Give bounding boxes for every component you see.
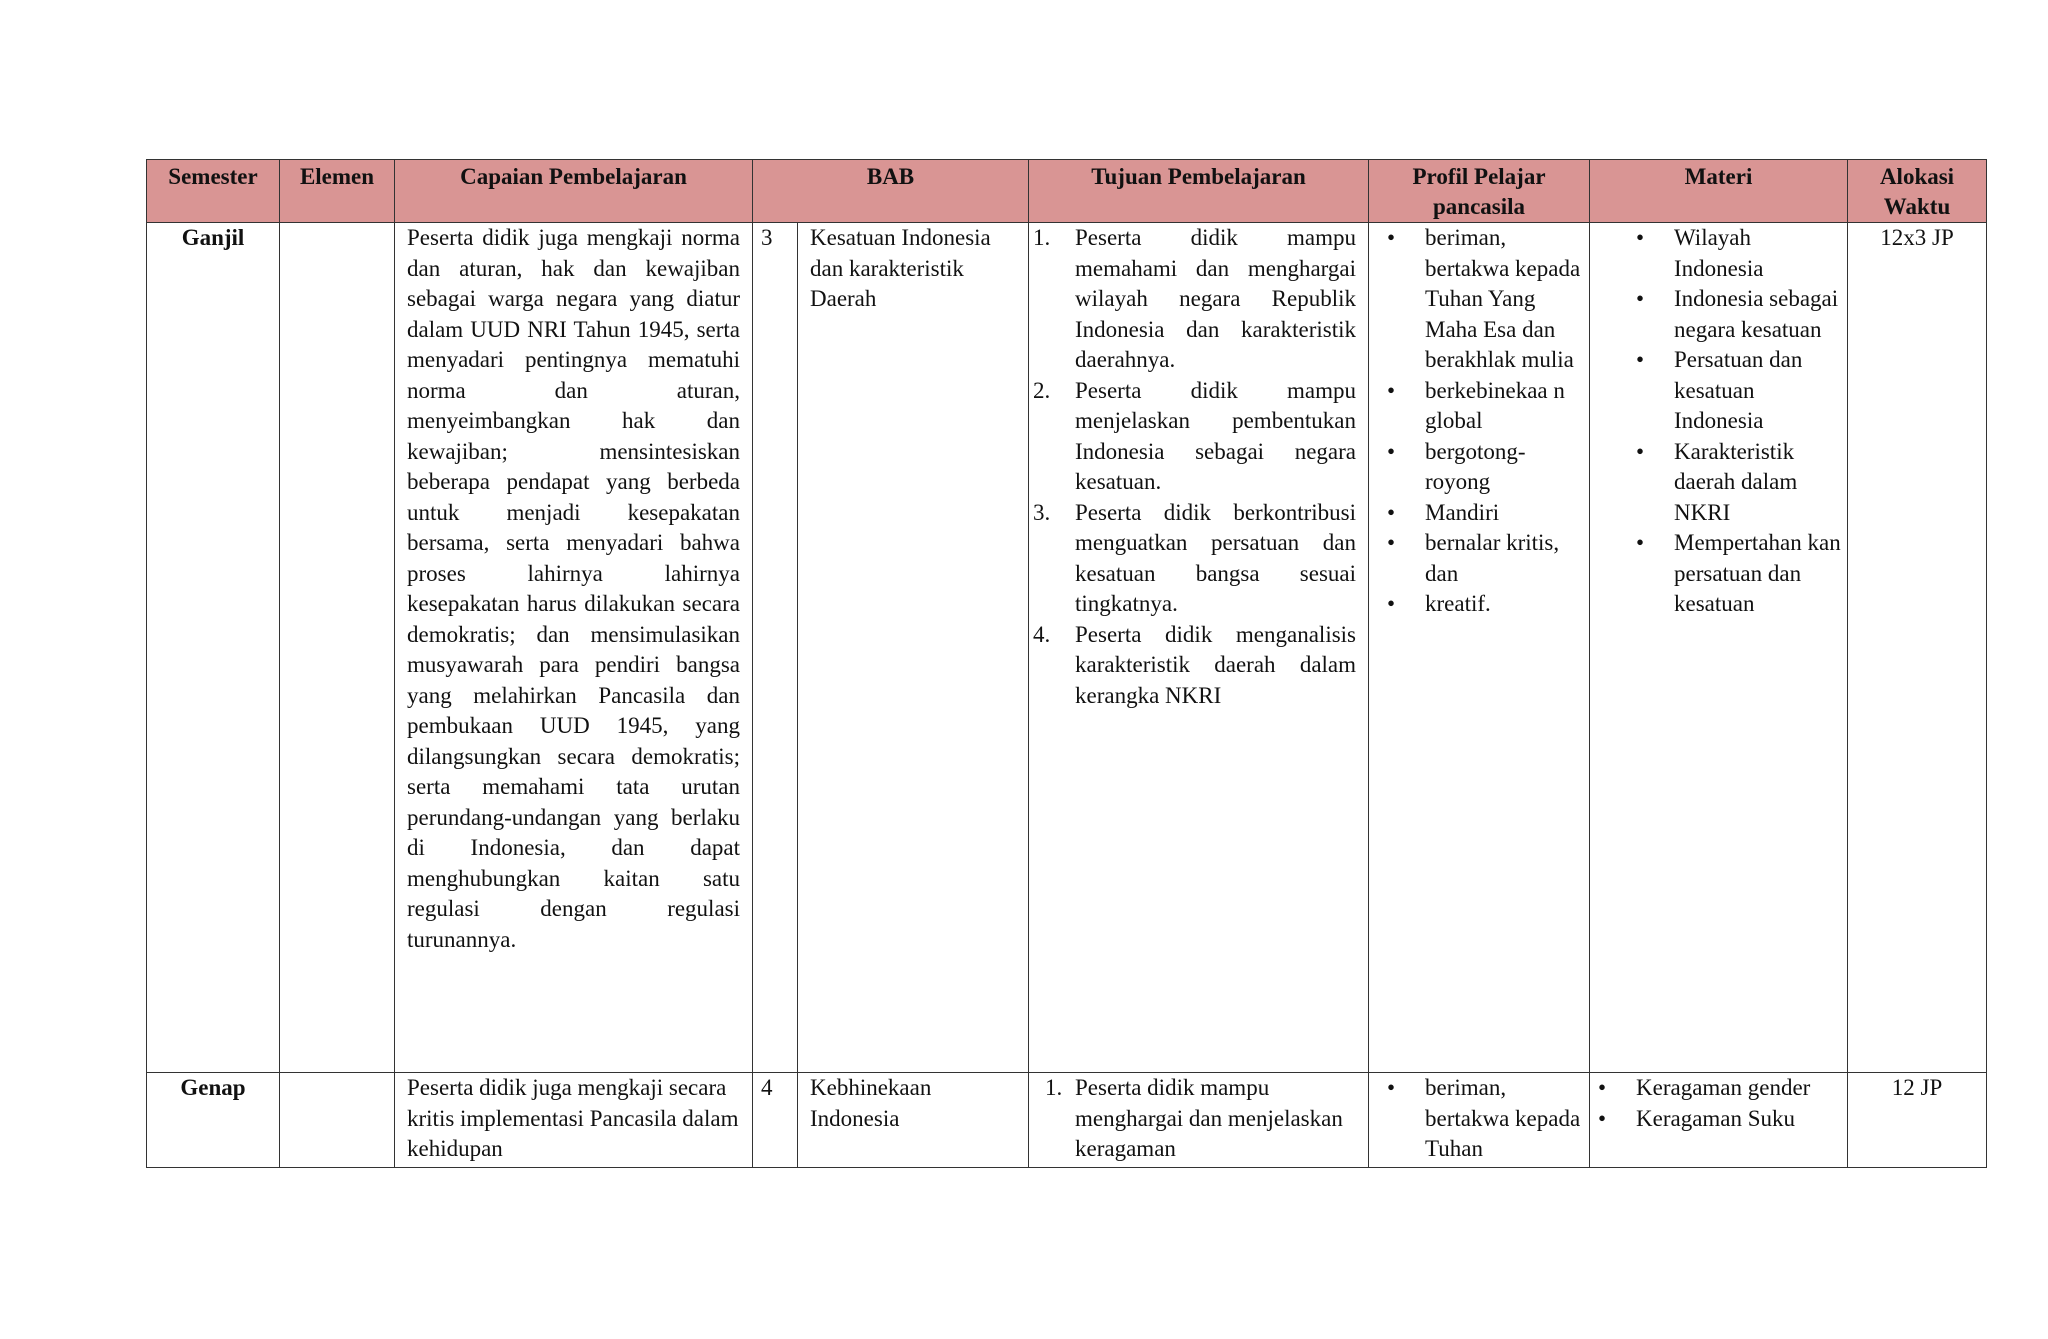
header-capaian: Capaian Pembelajaran <box>395 160 753 223</box>
list-item: • berkebinekaa n global <box>1387 377 1565 433</box>
bab-title-cell: Kesatuan Indonesia dan karakteristik Daerah <box>798 223 1029 1073</box>
header-materi: Materi <box>1590 160 1848 223</box>
list-item: • Mempertahan kan persatuan dan kesatuan <box>1636 530 1841 616</box>
elemen-cell <box>280 223 395 1073</box>
list-item: • bernalar kritis, dan <box>1387 530 1560 586</box>
bab-number-cell: 3 <box>753 223 798 1073</box>
header-elemen: Elemen <box>280 160 395 223</box>
list-item: 4. Peserta didik menganalisis karakteristik daerah dalam kerangka NKRI <box>1033 621 1357 708</box>
header-bab: BAB <box>753 160 1029 223</box>
curriculum-table <box>146 159 1987 1168</box>
semester-cell: Genap <box>147 1073 280 1168</box>
header-profil: Profil Pelajar pancasila <box>1369 160 1590 223</box>
list-item: 2. Peserta didik mampu menjelaskan pembentukan Indonesia sebagai negara kesatuan. <box>1033 377 1357 494</box>
list-item: 3. Peserta didik berkontribusi menguatkan persatuan dan kesatuan bangsa sesuai tingkatnya. <box>1033 499 1357 616</box>
list-item: • beriman, bertakwa kepada Tuhan Yang Maha Esa dan berakhlak mulia <box>1387 225 1581 372</box>
semester-cell: Ganjil <box>147 223 280 1073</box>
profil-cell <box>1369 223 1590 1073</box>
list-item: • Keragaman Suku <box>1598 1105 1796 1131</box>
header-semester: Semester <box>147 160 280 223</box>
materi-cell <box>1590 223 1848 1073</box>
list-item: • Wilayah Indonesia <box>1636 225 1764 281</box>
elemen-cell <box>280 1073 395 1168</box>
list-item: 1. Peserta didik mampu menghargai dan menjelaskan keragaman <box>1045 1075 1343 1161</box>
list-item: • Karakteristik daerah dalam NKRI <box>1636 438 1798 525</box>
tujuan-cell <box>1029 1073 1369 1168</box>
header-tujuan: Tujuan Pembelajaran <box>1029 160 1369 223</box>
header-alokasi: Alokasi Waktu <box>1848 160 1987 223</box>
materi-cell <box>1590 1073 1848 1168</box>
alokasi-cell: 12x3 JP <box>1848 223 1987 1073</box>
table-row <box>147 1073 1987 1168</box>
list-item: • kreatif. <box>1387 591 1491 616</box>
bab-title-cell: Kebhinekaan Indonesia <box>798 1073 1029 1168</box>
list-item: • beriman, bertakwa kepada Tuhan <box>1387 1075 1581 1161</box>
list-item: • Mandiri <box>1387 499 1500 525</box>
list-item: • Indonesia sebagai negara kesatuan <box>1636 286 1839 342</box>
capaian-cell: Peserta didik juga mengkaji norma dan aturan, hak dan kewajiban sebagai warga negara yang diatur dalam UUD NRI Tahun 1945, serta menyadari pentingnya mematuhi norma dan aturan, menyeimbangkan hak dan kewajiban; mensintesiskan beberapa pendapat yang berbeda untuk menjadi kesepakatan bersama, serta menyadari bahwa proses lahirnya lahirnya kesepakatan harus dilakukan secara demokratis; dan mensimulasikan musyawarah para pendiri bangsa yang melahirkan Pancasila dan pembukaan UUD 1945, yang dilangsungkan secara demokratis; serta memahami tata urutan perundang-undangan yang berlaku di Indonesia, dan dapat menghubungkan kaitan satu regulasi dengan regulasi turunannya. <box>395 223 753 1073</box>
bab-number-cell: 4 <box>753 1073 798 1168</box>
alokasi-cell: 12 JP <box>1848 1073 1987 1168</box>
list-item: • Persatuan dan kesatuan Indonesia <box>1636 347 1803 433</box>
list-item: • Keragaman gender <box>1598 1075 1811 1100</box>
table-row <box>147 223 1987 1073</box>
list-item: • bergotong-royong <box>1387 438 1526 494</box>
list-item: 1. Peserta didik mampu memahami dan menghargai wilayah negara Republik Indonesia dan karakteristik daerahnya. <box>1033 225 1357 372</box>
tujuan-cell <box>1029 223 1369 1073</box>
header-row <box>147 160 1987 223</box>
capaian-cell: Peserta didik juga mengkaji secara kritis implementasi Pancasila dalam kehidupan <box>395 1073 753 1168</box>
profil-cell <box>1369 1073 1590 1168</box>
